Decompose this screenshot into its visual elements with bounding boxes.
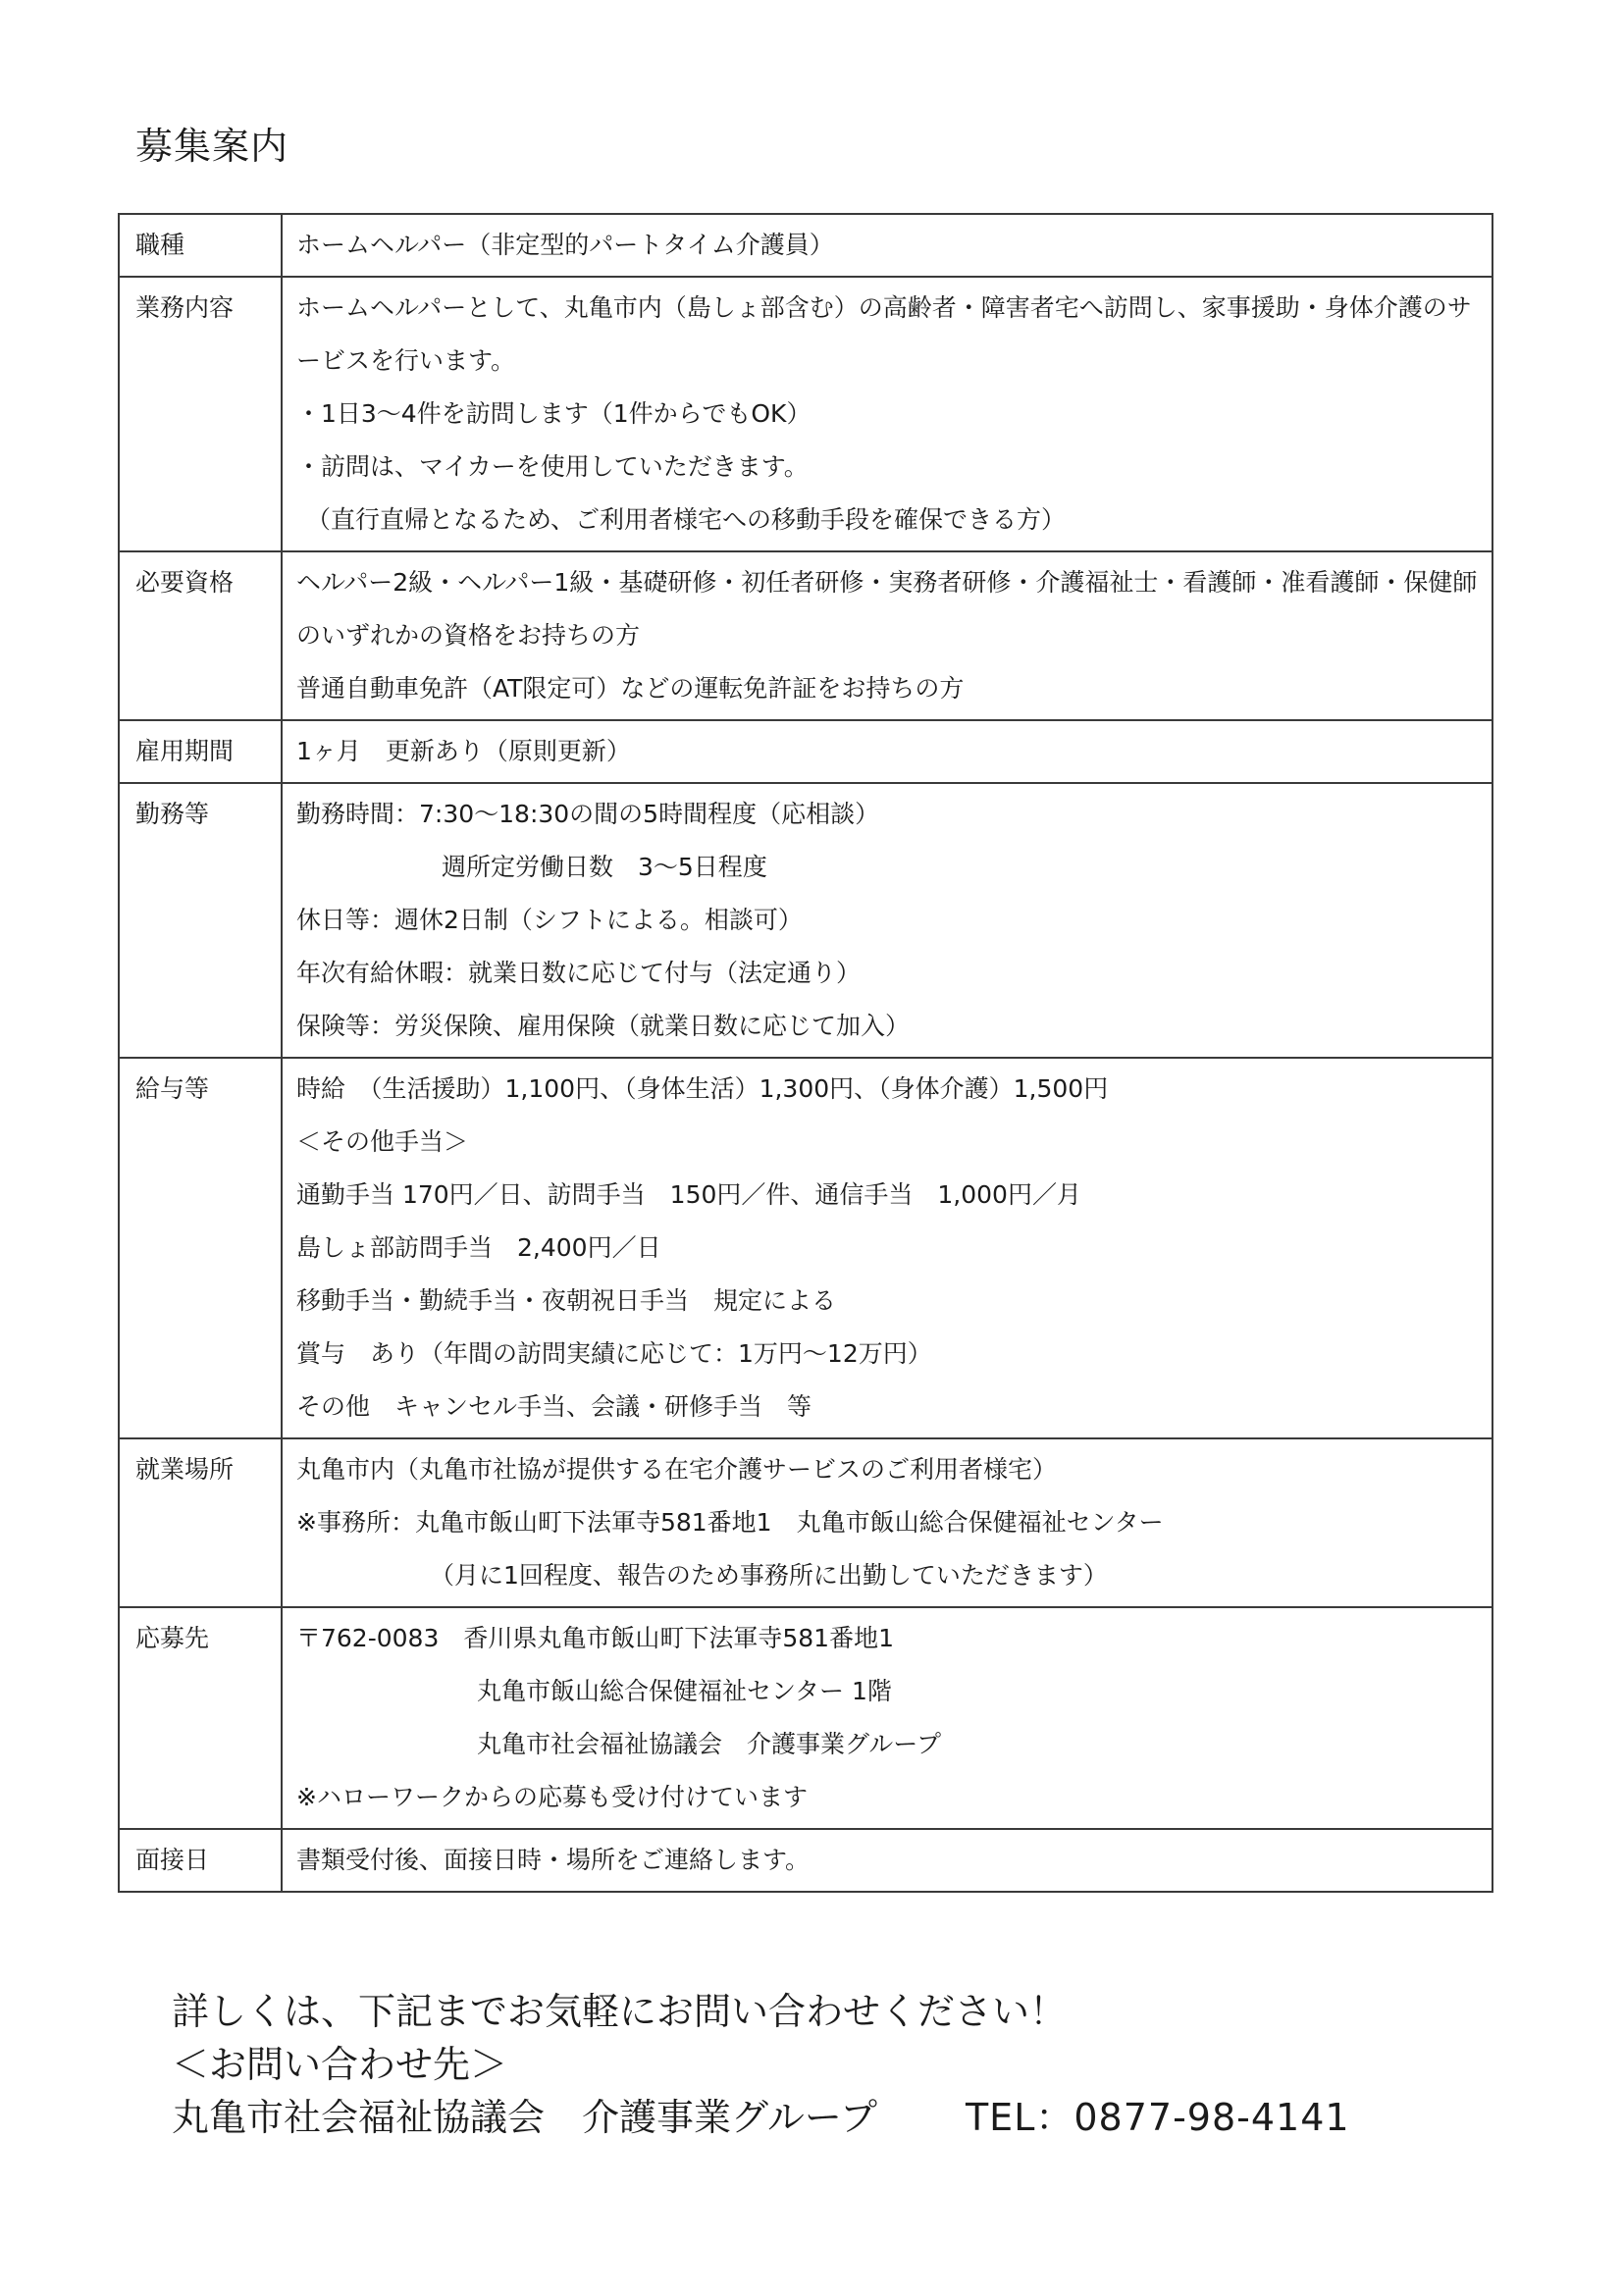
recruitment-table: [118, 213, 1493, 1893]
row-label: 応募先: [119, 1607, 282, 1829]
row-label: 業務内容: [119, 277, 282, 551]
contact-heading: ＜お問い合わせ先＞: [172, 2043, 508, 2086]
content-line: 丸亀市社会福祉協議会 介護事業グループ: [477, 1730, 942, 1758]
content-line: 普通自動車免許（AT限定可）などの運転免許証をお持ちの方: [296, 674, 965, 703]
table-row: [119, 277, 1492, 551]
row-label: 必要資格: [119, 551, 282, 720]
row-label: 就業場所: [119, 1438, 282, 1607]
row-content: [282, 783, 1492, 1058]
content-line: （月に1回程度、報告のため事務所に出勤していただきます）: [430, 1561, 1108, 1590]
inquiry-message: 詳しくは、下記までお気軽にお問い合わせください！: [172, 1990, 1068, 2033]
content-line: ・訪問は、マイカーを使用していただきます。: [296, 452, 809, 481]
contact-phone: TEL：0877-98-4141: [965, 2096, 1350, 2139]
content-line: 通勤手当 170円／日、訪問手当 150円／件、通信手当 1,000円／月: [296, 1180, 1081, 1209]
table-row: [119, 214, 1492, 277]
row-label: 雇用期間: [119, 720, 282, 783]
content-line: その他 キャンセル手当、会議・研修手当 等: [296, 1392, 812, 1421]
row-content: [282, 1607, 1492, 1829]
row-content: [282, 277, 1492, 551]
table-row: [119, 1438, 1492, 1607]
row-content: [282, 551, 1492, 720]
content-line: ヘルパー2級・ヘルパー1級・基礎研修・初任者研修・実務者研修・介護福祉士・看護師・准看護師・保健師のいずれかの資格をお持ちの方: [296, 568, 1478, 650]
table-row: [119, 783, 1492, 1058]
row-content: [282, 214, 1492, 277]
content-line: 1ヶ月 更新あり（原則更新）: [296, 737, 631, 765]
content-line: 賞与 あり（年間の訪問実績に応じて：1万円～12万円）: [296, 1339, 932, 1368]
content-line: 〒762-0083 香川県丸亀市飯山町下法軍寺581番地1: [296, 1624, 894, 1652]
content-line: ホームヘルパー（非定型的パートタイム介護員）: [296, 231, 834, 259]
content-line: 保険等：労災保険、雇用保険（就業日数に応じて加入）: [296, 1012, 911, 1040]
content-line: ホームヘルパーとして、丸亀市内（島しょ部含む）の高齢者・障害者宅へ訪問し、家事援助・身体介護のサービスを行います。: [296, 293, 1472, 375]
content-line: 島しょ部訪問手当 2,400円／日: [296, 1233, 661, 1262]
content-line: 休日等：週休2日制（シフトによる。相談可）: [296, 906, 803, 934]
contact-footer: [172, 1985, 1350, 2144]
row-content: [282, 720, 1492, 783]
content-line: 時給 （生活援助）1,100円、（身体生活）1,300円、（身体介護）1,500円: [296, 1074, 1109, 1103]
content-line: （直行直帰となるため、ご利用者様宅への移動手段を確保できる方）: [306, 505, 1067, 534]
content-line: ＜その他手当＞: [296, 1127, 469, 1156]
content-line: 年次有給休暇：就業日数に応じて付与（法定通り）: [296, 959, 862, 987]
contact-organization: 丸亀市社会福祉協議会 介護事業グループ: [172, 2096, 877, 2139]
content-line: ※ハローワークからの応募も受け付けています: [296, 1783, 808, 1811]
row-label: 面接日: [119, 1829, 282, 1892]
row-label: 職種: [119, 214, 282, 277]
table-row: [119, 1607, 1492, 1829]
table-row: [119, 1829, 1492, 1892]
content-line: 勤務時間：7:30～18:30の間の5時間程度（応相談）: [296, 800, 880, 828]
row-content: [282, 1058, 1492, 1438]
row-label: 勤務等: [119, 783, 282, 1058]
table-row: [119, 551, 1492, 720]
contact-line: [172, 2091, 1350, 2144]
content-line: 丸亀市飯山総合保健福祉センター 1階: [477, 1677, 892, 1705]
content-line: 移動手当・勤続手当・夜朝祝日手当 規定による: [296, 1286, 837, 1315]
row-content: [282, 1438, 1492, 1607]
content-line: 週所定労働日数 3～5日程度: [442, 853, 767, 881]
content-line: ※事務所：丸亀市飯山町下法軍寺581番地1 丸亀市飯山総合保健福祉センター: [296, 1508, 1164, 1537]
table-row: [119, 1058, 1492, 1438]
content-line: 丸亀市内（丸亀市社協が提供する在宅介護サービスのご利用者様宅）: [296, 1455, 1058, 1484]
row-label: 給与等: [119, 1058, 282, 1438]
content-line: 書類受付後、面接日時・場所をご連絡します。: [296, 1846, 811, 1874]
page-title: 募集案内: [135, 125, 289, 168]
row-content: [282, 1829, 1492, 1892]
table-row: [119, 720, 1492, 783]
content-line: ・1日3～4件を訪問します（1件からでもOK）: [296, 399, 812, 428]
